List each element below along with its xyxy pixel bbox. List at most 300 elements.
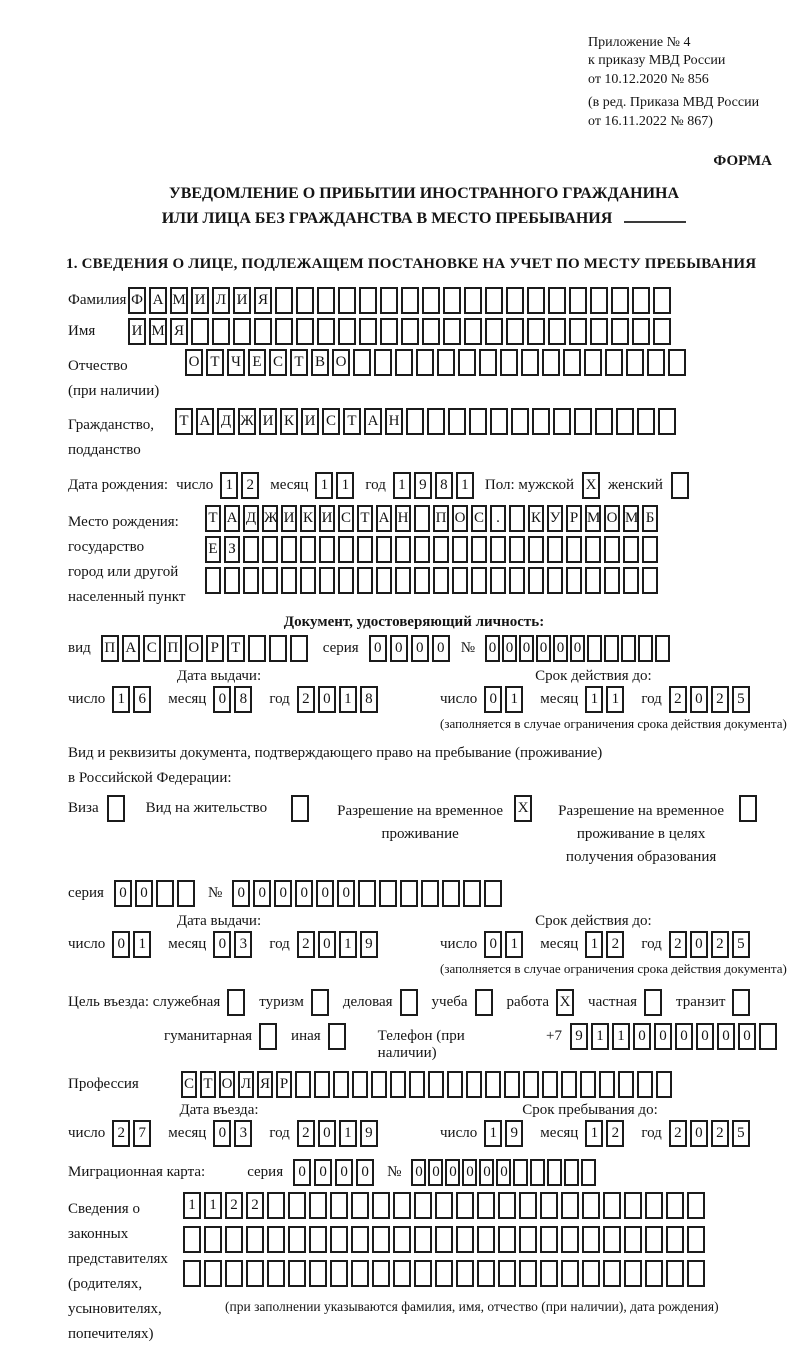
char-cell[interactable]	[452, 536, 468, 563]
char-cell[interactable]: П	[101, 635, 119, 662]
char-cell[interactable]: Л	[238, 1071, 254, 1098]
char-cell[interactable]: Б	[642, 505, 658, 532]
char-cell[interactable]: А	[364, 408, 382, 435]
char-cell[interactable]	[281, 536, 297, 563]
char-cell[interactable]	[296, 318, 314, 345]
char-cell[interactable]: И	[301, 408, 319, 435]
doc-expiry-month[interactable]	[585, 686, 627, 713]
char-cell[interactable]	[561, 1260, 579, 1287]
char-cell[interactable]: 2	[669, 931, 687, 958]
char-cell[interactable]	[632, 318, 650, 345]
char-cell[interactable]	[156, 880, 174, 907]
char-cell[interactable]	[604, 536, 620, 563]
char-cell[interactable]	[548, 318, 566, 345]
char-cell[interactable]	[428, 1071, 444, 1098]
char-cell[interactable]	[372, 1192, 390, 1219]
char-cell[interactable]: Д	[217, 408, 235, 435]
temp-residence-education-checkbox[interactable]	[739, 795, 757, 822]
char-cell[interactable]: К	[280, 408, 298, 435]
char-cell[interactable]: 5	[732, 931, 750, 958]
char-cell[interactable]: 0	[356, 1159, 374, 1186]
char-cell[interactable]: 2	[241, 472, 259, 499]
char-cell[interactable]	[463, 880, 481, 907]
char-cell[interactable]	[623, 567, 639, 594]
char-cell[interactable]	[574, 408, 592, 435]
char-cell[interactable]	[623, 536, 639, 563]
char-cell[interactable]: 0	[479, 1159, 494, 1186]
char-cell[interactable]	[519, 1226, 537, 1253]
char-cell[interactable]	[624, 1192, 642, 1219]
char-cell[interactable]	[409, 1071, 425, 1098]
char-cell[interactable]	[469, 408, 487, 435]
char-cell[interactable]: 1	[484, 1120, 502, 1147]
char-cell[interactable]	[637, 1071, 653, 1098]
char-cell[interactable]	[527, 287, 545, 314]
char-cell[interactable]	[561, 1192, 579, 1219]
char-cell[interactable]	[658, 408, 676, 435]
char-cell[interactable]	[191, 318, 209, 345]
char-cell[interactable]	[330, 1226, 348, 1253]
char-cell[interactable]	[519, 1192, 537, 1219]
char-cell[interactable]: 0	[519, 635, 534, 662]
char-cell[interactable]	[433, 567, 449, 594]
char-cell[interactable]: 0	[570, 635, 585, 662]
char-cell[interactable]	[233, 318, 251, 345]
citizenship-field[interactable]	[175, 408, 679, 435]
char-cell[interactable]	[395, 349, 413, 376]
char-cell[interactable]	[471, 567, 487, 594]
char-cell[interactable]: П	[433, 505, 449, 532]
char-cell[interactable]	[290, 635, 308, 662]
visa-checkbox[interactable]	[107, 795, 125, 822]
char-cell[interactable]	[561, 1071, 577, 1098]
char-cell[interactable]	[333, 1071, 349, 1098]
char-cell[interactable]: К	[300, 505, 316, 532]
char-cell[interactable]	[519, 1260, 537, 1287]
char-cell[interactable]	[393, 1226, 411, 1253]
char-cell[interactable]: 2	[606, 931, 624, 958]
char-cell[interactable]	[506, 318, 524, 345]
char-cell[interactable]	[300, 536, 316, 563]
char-cell[interactable]	[447, 1071, 463, 1098]
char-cell[interactable]	[267, 1260, 285, 1287]
char-cell[interactable]	[498, 1192, 516, 1219]
char-cell[interactable]: 9	[570, 1023, 588, 1050]
char-cell[interactable]	[490, 536, 506, 563]
char-cell[interactable]: Д	[243, 505, 259, 532]
char-cell[interactable]: 1	[606, 686, 624, 713]
char-cell[interactable]	[401, 287, 419, 314]
char-cell[interactable]	[527, 318, 545, 345]
char-cell[interactable]: М	[623, 505, 639, 532]
char-cell[interactable]: И	[191, 287, 209, 314]
patronymic-field[interactable]	[185, 349, 689, 376]
char-cell[interactable]	[584, 349, 602, 376]
permit-number-field[interactable]	[232, 880, 505, 907]
char-cell[interactable]: 2	[606, 1120, 624, 1147]
char-cell[interactable]: 0	[293, 1159, 311, 1186]
birthplace-field-line3[interactable]	[205, 567, 661, 594]
char-cell[interactable]	[477, 1226, 495, 1253]
char-cell[interactable]	[393, 1192, 411, 1219]
char-cell[interactable]: 0	[690, 931, 708, 958]
char-cell[interactable]: 1	[204, 1192, 222, 1219]
stay-month[interactable]	[585, 1120, 627, 1147]
char-cell[interactable]: 0	[484, 931, 502, 958]
char-cell[interactable]: Ж	[238, 408, 256, 435]
char-cell[interactable]	[433, 536, 449, 563]
char-cell[interactable]: 2	[225, 1192, 243, 1219]
char-cell[interactable]: 1	[339, 1120, 357, 1147]
char-cell[interactable]: М	[149, 318, 167, 345]
char-cell[interactable]: Я	[257, 1071, 273, 1098]
char-cell[interactable]	[599, 1071, 615, 1098]
char-cell[interactable]	[338, 318, 356, 345]
char-cell[interactable]	[353, 349, 371, 376]
char-cell[interactable]	[400, 880, 418, 907]
char-cell[interactable]: 0	[135, 880, 153, 907]
char-cell[interactable]	[338, 536, 354, 563]
char-cell[interactable]: 0	[536, 635, 551, 662]
char-cell[interactable]: Ч	[227, 349, 245, 376]
char-cell[interactable]	[604, 635, 619, 662]
char-cell[interactable]	[262, 567, 278, 594]
char-cell[interactable]	[243, 536, 259, 563]
char-cell[interactable]	[443, 287, 461, 314]
char-cell[interactable]: 3	[234, 931, 252, 958]
entry-day[interactable]	[112, 1120, 154, 1147]
char-cell[interactable]	[485, 1071, 501, 1098]
profession-field[interactable]	[181, 1071, 675, 1098]
char-cell[interactable]: Т	[206, 349, 224, 376]
char-cell[interactable]: 0	[502, 635, 517, 662]
char-cell[interactable]: 1	[183, 1192, 201, 1219]
char-cell[interactable]	[569, 287, 587, 314]
entry-month[interactable]	[213, 1120, 255, 1147]
char-cell[interactable]	[624, 1226, 642, 1253]
char-cell[interactable]	[528, 536, 544, 563]
char-cell[interactable]	[587, 635, 602, 662]
char-cell[interactable]	[759, 1023, 777, 1050]
char-cell[interactable]	[638, 635, 653, 662]
char-cell[interactable]	[611, 318, 629, 345]
char-cell[interactable]	[509, 567, 525, 594]
char-cell[interactable]	[566, 536, 582, 563]
birthplace-field-line2[interactable]	[205, 536, 661, 563]
char-cell[interactable]	[456, 1260, 474, 1287]
char-cell[interactable]	[414, 536, 430, 563]
char-cell[interactable]: А	[376, 505, 392, 532]
char-cell[interactable]	[309, 1260, 327, 1287]
char-cell[interactable]	[288, 1192, 306, 1219]
char-cell[interactable]	[351, 1226, 369, 1253]
char-cell[interactable]: 2	[246, 1192, 264, 1219]
char-cell[interactable]: 1	[339, 686, 357, 713]
char-cell[interactable]	[269, 635, 287, 662]
char-cell[interactable]: 0	[337, 880, 355, 907]
char-cell[interactable]	[498, 1260, 516, 1287]
male-checkbox[interactable]: X	[582, 472, 600, 499]
char-cell[interactable]	[585, 536, 601, 563]
char-cell[interactable]: 2	[297, 686, 315, 713]
char-cell[interactable]	[580, 1071, 596, 1098]
doc-issue-day[interactable]	[112, 686, 154, 713]
char-cell[interactable]: 2	[112, 1120, 130, 1147]
char-cell[interactable]: О	[452, 505, 468, 532]
char-cell[interactable]: А	[224, 505, 240, 532]
char-cell[interactable]	[561, 1226, 579, 1253]
char-cell[interactable]	[582, 1226, 600, 1253]
char-cell[interactable]	[456, 1192, 474, 1219]
purpose-private-checkbox[interactable]	[644, 989, 662, 1016]
char-cell[interactable]	[523, 1071, 539, 1098]
char-cell[interactable]	[653, 287, 671, 314]
char-cell[interactable]	[314, 1071, 330, 1098]
char-cell[interactable]	[358, 880, 376, 907]
char-cell[interactable]: В	[311, 349, 329, 376]
char-cell[interactable]	[540, 1192, 558, 1219]
char-cell[interactable]: Л	[212, 287, 230, 314]
char-cell[interactable]	[395, 536, 411, 563]
char-cell[interactable]: И	[281, 505, 297, 532]
char-cell[interactable]	[582, 1192, 600, 1219]
char-cell[interactable]: Т	[205, 505, 221, 532]
char-cell[interactable]	[477, 1192, 495, 1219]
char-cell[interactable]: 0	[318, 931, 336, 958]
char-cell[interactable]	[246, 1260, 264, 1287]
char-cell[interactable]	[542, 1071, 558, 1098]
char-cell[interactable]	[466, 1071, 482, 1098]
char-cell[interactable]	[569, 318, 587, 345]
char-cell[interactable]	[647, 349, 665, 376]
char-cell[interactable]: 8	[360, 686, 378, 713]
char-cell[interactable]: 9	[414, 472, 432, 499]
char-cell[interactable]: 0	[690, 1120, 708, 1147]
char-cell[interactable]	[319, 567, 335, 594]
char-cell[interactable]: 9	[505, 1120, 523, 1147]
char-cell[interactable]	[416, 349, 434, 376]
char-cell[interactable]	[547, 536, 563, 563]
char-cell[interactable]: 1	[112, 686, 130, 713]
char-cell[interactable]: Н	[395, 505, 411, 532]
char-cell[interactable]	[656, 1071, 672, 1098]
char-cell[interactable]: 1	[585, 686, 603, 713]
char-cell[interactable]: О	[185, 349, 203, 376]
char-cell[interactable]: Т	[175, 408, 193, 435]
permit-expiry-year[interactable]	[669, 931, 753, 958]
char-cell[interactable]: Е	[205, 536, 221, 563]
char-cell[interactable]	[371, 1071, 387, 1098]
char-cell[interactable]	[309, 1226, 327, 1253]
char-cell[interactable]	[435, 1260, 453, 1287]
char-cell[interactable]	[443, 318, 461, 345]
char-cell[interactable]	[603, 1260, 621, 1287]
char-cell[interactable]: 8	[435, 472, 453, 499]
char-cell[interactable]: 0	[675, 1023, 693, 1050]
char-cell[interactable]: 0	[335, 1159, 353, 1186]
char-cell[interactable]: М	[585, 505, 601, 532]
char-cell[interactable]	[414, 1226, 432, 1253]
char-cell[interactable]	[422, 318, 440, 345]
char-cell[interactable]	[498, 1226, 516, 1253]
char-cell[interactable]: П	[164, 635, 182, 662]
representatives-field-line3[interactable]	[183, 1260, 708, 1287]
char-cell[interactable]	[212, 318, 230, 345]
char-cell[interactable]: С	[322, 408, 340, 435]
char-cell[interactable]	[243, 567, 259, 594]
doc-issue-year[interactable]	[297, 686, 381, 713]
char-cell[interactable]: 5	[732, 686, 750, 713]
char-cell[interactable]	[532, 408, 550, 435]
char-cell[interactable]	[435, 1226, 453, 1253]
char-cell[interactable]: 0	[738, 1023, 756, 1050]
char-cell[interactable]	[295, 1071, 311, 1098]
char-cell[interactable]: Ж	[262, 505, 278, 532]
char-cell[interactable]: А	[122, 635, 140, 662]
char-cell[interactable]	[645, 1192, 663, 1219]
char-cell[interactable]: 0	[112, 931, 130, 958]
char-cell[interactable]	[509, 536, 525, 563]
char-cell[interactable]	[666, 1260, 684, 1287]
char-cell[interactable]	[687, 1260, 705, 1287]
char-cell[interactable]	[611, 287, 629, 314]
female-checkbox[interactable]	[671, 472, 689, 499]
permit-expiry-day[interactable]	[484, 931, 526, 958]
char-cell[interactable]: 0	[633, 1023, 651, 1050]
char-cell[interactable]: Т	[290, 349, 308, 376]
char-cell[interactable]	[687, 1192, 705, 1219]
char-cell[interactable]	[421, 880, 439, 907]
char-cell[interactable]	[666, 1226, 684, 1253]
char-cell[interactable]	[490, 408, 508, 435]
char-cell[interactable]: Т	[343, 408, 361, 435]
char-cell[interactable]: И	[259, 408, 277, 435]
char-cell[interactable]	[435, 1192, 453, 1219]
char-cell[interactable]: 0	[314, 1159, 332, 1186]
char-cell[interactable]	[393, 1260, 411, 1287]
char-cell[interactable]	[604, 567, 620, 594]
char-cell[interactable]: 0	[318, 1120, 336, 1147]
char-cell[interactable]	[374, 349, 392, 376]
char-cell[interactable]: С	[143, 635, 161, 662]
char-cell[interactable]	[632, 287, 650, 314]
char-cell[interactable]	[621, 635, 636, 662]
char-cell[interactable]: 0	[369, 635, 387, 662]
purpose-humanitarian-checkbox[interactable]	[259, 1023, 277, 1050]
char-cell[interactable]: 0	[274, 880, 292, 907]
char-cell[interactable]	[248, 635, 266, 662]
char-cell[interactable]	[357, 536, 373, 563]
char-cell[interactable]	[590, 318, 608, 345]
char-cell[interactable]	[605, 349, 623, 376]
char-cell[interactable]	[309, 1192, 327, 1219]
char-cell[interactable]	[254, 318, 272, 345]
char-cell[interactable]: Т	[357, 505, 373, 532]
char-cell[interactable]	[275, 287, 293, 314]
char-cell[interactable]	[456, 1226, 474, 1253]
char-cell[interactable]	[642, 567, 658, 594]
char-cell[interactable]: 1	[336, 472, 354, 499]
char-cell[interactable]: О	[219, 1071, 235, 1098]
char-cell[interactable]: 0	[232, 880, 250, 907]
stay-year[interactable]	[669, 1120, 753, 1147]
char-cell[interactable]	[490, 567, 506, 594]
char-cell[interactable]	[414, 505, 430, 532]
char-cell[interactable]: 0	[390, 635, 408, 662]
char-cell[interactable]	[485, 287, 503, 314]
char-cell[interactable]	[406, 408, 424, 435]
char-cell[interactable]	[317, 287, 335, 314]
char-cell[interactable]	[414, 1192, 432, 1219]
char-cell[interactable]: Ф	[128, 287, 146, 314]
char-cell[interactable]	[246, 1226, 264, 1253]
char-cell[interactable]	[500, 349, 518, 376]
char-cell[interactable]	[540, 1260, 558, 1287]
char-cell[interactable]	[642, 536, 658, 563]
char-cell[interactable]: 1	[585, 1120, 603, 1147]
char-cell[interactable]	[401, 318, 419, 345]
char-cell[interactable]	[668, 349, 686, 376]
char-cell[interactable]	[390, 1071, 406, 1098]
char-cell[interactable]	[563, 349, 581, 376]
char-cell[interactable]	[372, 1226, 390, 1253]
char-cell[interactable]: Р	[276, 1071, 292, 1098]
char-cell[interactable]	[352, 1071, 368, 1098]
char-cell[interactable]	[183, 1260, 201, 1287]
char-cell[interactable]	[471, 536, 487, 563]
char-cell[interactable]	[275, 318, 293, 345]
char-cell[interactable]	[548, 287, 566, 314]
char-cell[interactable]	[267, 1192, 285, 1219]
char-cell[interactable]	[359, 287, 377, 314]
char-cell[interactable]: 1	[505, 686, 523, 713]
char-cell[interactable]: 0	[690, 686, 708, 713]
char-cell[interactable]: Р	[206, 635, 224, 662]
char-cell[interactable]	[427, 408, 445, 435]
char-cell[interactable]: 1	[585, 931, 603, 958]
char-cell[interactable]: З	[224, 536, 240, 563]
char-cell[interactable]: С	[338, 505, 354, 532]
char-cell[interactable]	[177, 880, 195, 907]
char-cell[interactable]	[372, 1260, 390, 1287]
permit-issue-month[interactable]	[213, 931, 255, 958]
birth-day-field[interactable]	[220, 472, 262, 499]
char-cell[interactable]	[338, 567, 354, 594]
char-cell[interactable]	[603, 1226, 621, 1253]
char-cell[interactable]	[317, 318, 335, 345]
char-cell[interactable]: О	[185, 635, 203, 662]
char-cell[interactable]: И	[128, 318, 146, 345]
char-cell[interactable]	[618, 1071, 634, 1098]
char-cell[interactable]: Т	[227, 635, 245, 662]
char-cell[interactable]	[452, 567, 468, 594]
char-cell[interactable]	[504, 1071, 520, 1098]
char-cell[interactable]: 0	[213, 686, 231, 713]
char-cell[interactable]	[422, 287, 440, 314]
char-cell[interactable]	[458, 349, 476, 376]
char-cell[interactable]: О	[604, 505, 620, 532]
char-cell[interactable]: 0	[484, 686, 502, 713]
char-cell[interactable]	[183, 1226, 201, 1253]
char-cell[interactable]	[603, 1192, 621, 1219]
char-cell[interactable]: Н	[385, 408, 403, 435]
char-cell[interactable]: 5	[732, 1120, 750, 1147]
phone-field[interactable]	[570, 1023, 780, 1050]
char-cell[interactable]: С	[471, 505, 487, 532]
purpose-official-checkbox[interactable]	[227, 989, 245, 1016]
purpose-other-checkbox[interactable]	[328, 1023, 346, 1050]
representatives-field-line1[interactable]	[183, 1192, 708, 1219]
